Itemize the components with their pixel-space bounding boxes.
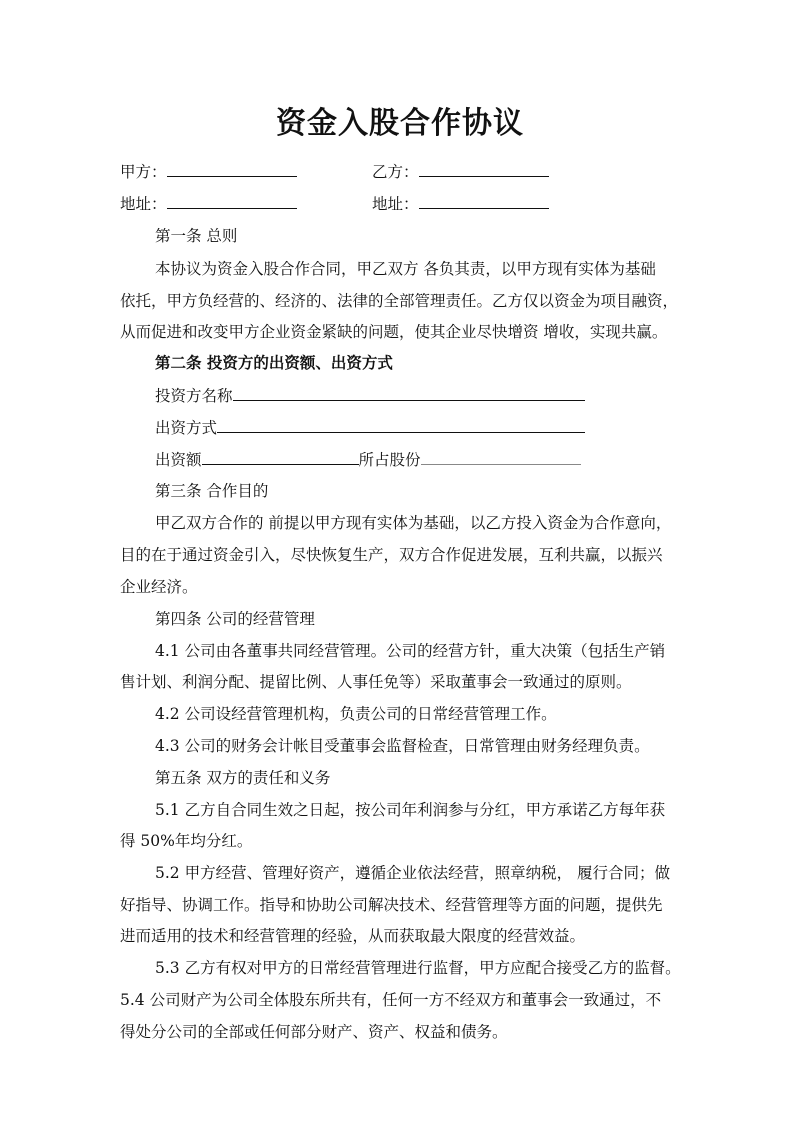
party-b-label: 乙方： — [372, 163, 419, 181]
article-1-text-line-1: 本协议为资金入股合作合同，甲乙双方 各负其责，以甲方现有实体为基础 — [155, 260, 656, 278]
clause-5-3: 5.3 乙方有权对甲方的日常经营管理进行监督，甲方应配合接受乙方的监督。 — [155, 959, 681, 977]
clause-5-1-line-1: 5.1 乙方自合同生效之日起，按公司年利润参与分红，甲方承诺乙方每年获 — [155, 801, 666, 819]
article-1-text-line-3: 从而促进和改变甲方企业资金紧缺的问题，使其企业尽快增资 增收，实现共赢。 — [120, 323, 668, 341]
contribution-method-label: 出资方式 — [155, 419, 218, 437]
share-label: 所占股份 — [358, 451, 421, 469]
clause-4-1-line-2: 售计划、利润分配、提留比例、人事任免等）采取董事会一致通过的原则。 — [120, 673, 632, 691]
clause-5-4-line-1: 5.4 公司财产为公司全体股东所共有，任何一方不经双方和董事会一致通过，不 — [120, 991, 662, 1009]
clause-5-2-line-3: 进而适用的技术和经营管理的经验，从而获取最大限度的经营效益。 — [120, 927, 586, 945]
article-3-text-line-2: 目的在于通过资金引入，尽快恢复生产，双方合作促进发展，互利共赢，以振兴 — [120, 546, 663, 564]
amount-label: 出资额 — [155, 451, 202, 469]
share-blank[interactable] — [421, 448, 581, 465]
article-5-heading: 第五条 双方的责任和义务 — [155, 769, 331, 787]
address-b-label: 地址： — [372, 195, 419, 213]
contribution-method-row — [155, 416, 585, 439]
contribution-method-blank[interactable] — [217, 416, 585, 433]
investor-name-blank[interactable] — [233, 384, 585, 401]
party-b-blank[interactable] — [419, 160, 549, 177]
address-a-label: 地址： — [120, 195, 167, 213]
clause-5-4-line-2: 得处分公司的全部或任何部分财产、资产、权益和债务。 — [120, 1023, 508, 1041]
clause-5-1-line-2: 得 50%年均分红。 — [120, 832, 253, 850]
address-a-row — [120, 192, 297, 215]
amount-share-row — [155, 448, 581, 471]
clause-4-1-line-1: 4.1 公司由各董事共同经营管理。公司的经营方针，重大决策（包括生产销 — [155, 642, 666, 660]
party-a-row — [120, 160, 297, 183]
article-2-heading: 第二条 投资方的出资额、出资方式 — [155, 353, 393, 372]
address-b-blank[interactable] — [419, 192, 549, 209]
clause-5-2-line-2: 好指导、协调工作。指导和协助公司解决技术、经营管理等方面的问题，提供先 — [120, 896, 663, 914]
clause-5-2-line-1: 5.2 甲方经营、管理好资产，遵循企业依法经营，照章纳税， 履行合同；做 — [155, 864, 671, 882]
clause-4-3: 4.3 公司的财务会计帐目受董事会监督检查，日常管理由财务经理负责。 — [155, 737, 650, 755]
address-a-blank[interactable] — [167, 192, 297, 209]
article-3-text-line-3: 企业经济。 — [120, 578, 198, 596]
article-1-text-line-2: 依托，甲方负经营的、经济的、法律的全部管理责任。乙方仅以资金为项目融资， — [120, 292, 679, 310]
clause-4-2: 4.2 公司设经营管理机构，负责公司的日常经营管理工作。 — [155, 705, 557, 723]
address-b-row — [372, 192, 549, 215]
party-a-label: 甲方： — [120, 163, 167, 181]
investor-name-label: 投资方名称 — [155, 387, 233, 405]
document-title: 资金入股合作协议 — [276, 106, 524, 141]
article-4-heading: 第四条 公司的经营管理 — [155, 610, 315, 628]
amount-blank[interactable] — [202, 448, 359, 465]
party-b-row — [372, 160, 549, 183]
investor-name-row — [155, 384, 585, 407]
article-1-heading: 第一条 总则 — [155, 227, 238, 245]
article-3-heading: 第三条 合作目的 — [155, 482, 269, 500]
article-3-text-line-1: 甲乙双方合作的 前提以甲方现有实体为基础，以乙方投入资金为合作意向， — [155, 514, 672, 532]
party-a-blank[interactable] — [167, 160, 297, 177]
